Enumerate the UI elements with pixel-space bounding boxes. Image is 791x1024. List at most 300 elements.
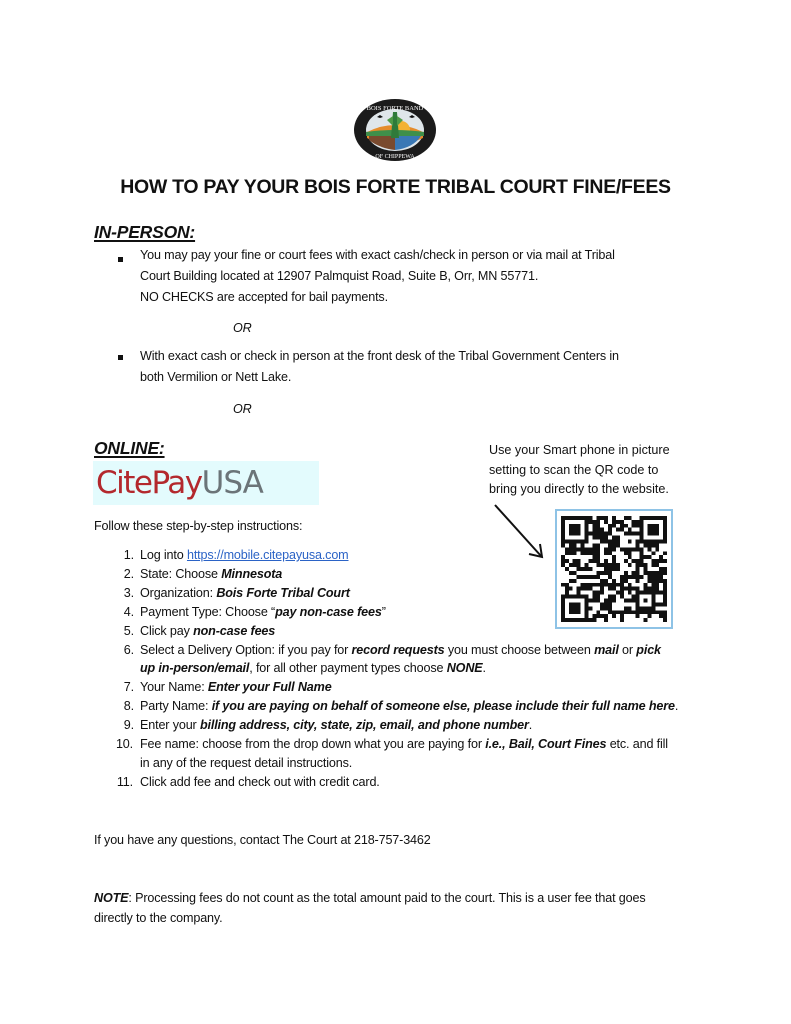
qr-module (612, 587, 616, 591)
qr-module (592, 524, 596, 528)
qr-module (628, 610, 632, 614)
note-line-2: directly to the company. (94, 911, 223, 925)
step-text-part: . (482, 661, 486, 676)
qr-module (565, 547, 569, 551)
step-9 (140, 716, 532, 735)
qr-module (620, 610, 624, 614)
qr-module (596, 547, 600, 551)
qr-module (600, 516, 604, 520)
qr-module (647, 610, 651, 614)
qr-module (616, 520, 620, 524)
step-number: 1. (123, 548, 134, 562)
qr-module (604, 583, 608, 587)
qr-module (651, 559, 655, 563)
qr-module (612, 595, 616, 599)
qr-module (632, 598, 636, 602)
qr-module (651, 583, 655, 587)
step-5 (140, 622, 275, 641)
step-10 (140, 735, 668, 754)
contact-info: If you have any questions, contact The Court at 218-757-3462 (94, 833, 431, 847)
qr-module (632, 595, 636, 599)
qr-module (612, 563, 616, 567)
qr-module (651, 571, 655, 575)
step-10-continued (140, 754, 352, 773)
step-text-part: . (528, 718, 533, 733)
qr-module (592, 598, 596, 602)
step-number: 2. (123, 566, 134, 581)
qr-module (592, 520, 596, 524)
qr-module (608, 587, 612, 591)
qr-module (663, 614, 667, 618)
qr-module (655, 571, 659, 575)
qr-module (659, 610, 663, 614)
qr-module (569, 579, 573, 583)
qr-module (573, 543, 577, 547)
qr-module (588, 587, 592, 591)
qr-module (624, 547, 628, 551)
emphasized-text: pay non-case fees (275, 604, 382, 619)
qr-module (628, 563, 632, 567)
qr-module (604, 618, 608, 622)
qr-module (596, 536, 600, 540)
qr-module (604, 614, 608, 618)
qr-module (612, 579, 616, 583)
note-line-1: NOTE: Processing fees do not count as the total amount paid to the court. This is a user fee that goes (94, 891, 646, 905)
qr-alignment-center (643, 598, 647, 602)
qr-module (659, 579, 663, 583)
qr-module (592, 559, 596, 563)
qr-module (643, 543, 647, 547)
qr-module (608, 524, 612, 528)
svg-text:BOIS FORTE BAND: BOIS FORTE BAND (366, 105, 424, 112)
step-4 (140, 603, 386, 622)
qr-module (600, 614, 604, 618)
qr-module (628, 583, 632, 587)
qr-module (588, 547, 592, 551)
qr-module (569, 543, 573, 547)
qr-module (624, 575, 628, 579)
qr-module (604, 536, 608, 540)
qr-module (663, 567, 667, 571)
square-bullet-icon (118, 257, 123, 262)
qr-module (620, 520, 624, 524)
step-number: 10. (115, 737, 133, 751)
qr-module (596, 520, 600, 524)
qr-module (624, 516, 628, 520)
qr-module (655, 563, 659, 567)
emphasized-text: i.e., Bail, Court Fines (485, 737, 607, 751)
qr-module (585, 575, 589, 579)
qr-module (596, 528, 600, 532)
qr-module (624, 559, 628, 563)
qr-module (600, 579, 604, 583)
qr-module (600, 591, 604, 595)
step-text-part: . (674, 699, 679, 714)
step-7 (140, 678, 332, 697)
qr-finder-center (569, 602, 581, 614)
qr-module (624, 587, 628, 591)
qr-module (596, 555, 600, 559)
qr-module (608, 540, 612, 544)
qr-module (632, 571, 636, 575)
qr-module (647, 587, 651, 591)
qr-module (596, 595, 600, 599)
qr-module (588, 583, 592, 587)
qr-module (647, 555, 651, 559)
step-6-continued (140, 659, 486, 678)
tribal-seal-logo (353, 98, 437, 162)
qr-module (604, 602, 608, 606)
step-text-part: or (618, 642, 637, 657)
qr-module (608, 551, 612, 555)
emphasized-text: Enter your Full Name (207, 680, 332, 695)
qr-module (640, 610, 644, 614)
step-number: 4. (123, 604, 134, 619)
qr-instructions-line-2: setting to scan the QR code to (489, 462, 659, 477)
qr-module (636, 547, 640, 551)
qr-module (628, 606, 632, 610)
qr-module (636, 575, 640, 579)
or-separator: OR (233, 321, 252, 335)
in-person-option-1-line-2: Court Building located at 12907 Palmquist Road, Suite B, Orr, MN 55771. (140, 269, 539, 283)
qr-module (600, 540, 604, 544)
qr-module (663, 595, 667, 599)
qr-module (616, 540, 620, 544)
qr-module (585, 587, 589, 591)
qr-module (604, 567, 608, 571)
step-text-part: Log into (140, 548, 187, 562)
qr-module (643, 571, 647, 575)
qr-module (612, 567, 616, 571)
qr-module (577, 567, 581, 571)
qr-module (620, 583, 624, 587)
qr-module (612, 614, 616, 618)
instructions-intro: Follow these step-by-step instructions: (94, 519, 303, 533)
qr-module (647, 571, 651, 575)
qr-module (596, 583, 600, 587)
or-separator: OR (233, 402, 252, 416)
step-3 (140, 584, 350, 603)
step-text-part: ” (381, 604, 386, 619)
qr-module (628, 598, 632, 602)
qr-module (581, 543, 585, 547)
qr-module (636, 614, 640, 618)
qr-module (577, 563, 581, 567)
qr-module (588, 567, 592, 571)
qr-module (577, 587, 581, 591)
qr-module (612, 516, 616, 520)
qr-module (624, 598, 628, 602)
qr-module (608, 595, 612, 599)
qr-finder-center (569, 524, 581, 536)
qr-module (628, 587, 632, 591)
qr-module (592, 551, 596, 555)
qr-module (636, 610, 640, 614)
qr-module (616, 543, 620, 547)
qr-module (565, 591, 569, 595)
qr-module (616, 591, 620, 595)
qr-module (612, 610, 616, 614)
emphasized-text: record requests (351, 642, 445, 657)
qr-module (577, 591, 581, 595)
qr-module (647, 614, 651, 618)
qr-module (577, 547, 581, 551)
step-number: 8. (123, 699, 134, 714)
qr-module (592, 583, 596, 587)
qr-module (600, 563, 604, 567)
qr-module (640, 563, 644, 567)
qr-module (600, 571, 604, 575)
qr-module (659, 614, 663, 618)
qr-module (565, 567, 569, 571)
qr-module (604, 540, 608, 544)
emphasized-text: NONE (446, 661, 483, 676)
qr-module (620, 614, 624, 618)
qr-module (581, 575, 585, 579)
qr-module (604, 598, 608, 602)
step-text-part: Organization: (140, 585, 217, 600)
qr-module (608, 610, 612, 614)
qr-instructions (489, 441, 670, 500)
in-person-option-2-line-2: both Vermilion or Nett Lake. (140, 370, 292, 384)
qr-module (569, 563, 573, 567)
qr-module (628, 528, 632, 532)
qr-module (596, 591, 600, 595)
qr-module (663, 583, 667, 587)
qr-module (608, 563, 612, 567)
qr-module (588, 575, 592, 579)
step-text-part: you must choose between (444, 642, 595, 657)
emphasized-text: if you are paying on behalf of someone else, please include their full name here (211, 699, 675, 714)
qr-module (663, 598, 667, 602)
qr-module (596, 559, 600, 563)
qr-module (604, 532, 608, 536)
emphasized-text: mail (594, 642, 619, 657)
qr-module (581, 587, 585, 591)
emphasized-text: up in-person/email (140, 661, 250, 676)
qr-module (581, 551, 585, 555)
qr-module (608, 532, 612, 536)
qr-module (647, 547, 651, 551)
qr-module (588, 520, 592, 524)
no-checks-bail-notice: NO CHECKS are accepted for bail payments. (140, 290, 388, 304)
qr-module (596, 563, 600, 567)
qr-module (573, 559, 577, 563)
arrow-down-right-icon (489, 502, 549, 562)
step-11 (140, 773, 380, 792)
qr-code-icon[interactable] (555, 509, 673, 629)
qr-module (604, 606, 608, 610)
qr-module (592, 555, 596, 559)
qr-module (573, 571, 577, 575)
in-person-option-2-line-1: With exact cash or check in person at the front desk of the Tribal Government Centers in (140, 349, 619, 363)
seal-icon (353, 98, 437, 162)
emphasized-text: non-case fees (193, 623, 276, 638)
qr-module (608, 571, 612, 575)
qr-module (663, 602, 667, 606)
qr-module (573, 563, 577, 567)
qr-module (573, 579, 577, 583)
qr-module (663, 571, 667, 575)
qr-module (647, 575, 651, 579)
qr-module (616, 563, 620, 567)
usa-logo-text: USA (201, 465, 263, 501)
qr-module (659, 602, 663, 606)
qr-module (624, 524, 628, 528)
qr-module (604, 571, 608, 575)
qr-module (632, 587, 636, 591)
qr-module (636, 524, 640, 528)
qr-module (659, 567, 663, 571)
qr-module (592, 528, 596, 532)
qr-module (592, 614, 596, 618)
qr-module (655, 575, 659, 579)
qr-module (620, 524, 624, 528)
qr-module (636, 579, 640, 583)
step-text-part: Enter your (140, 718, 200, 733)
qr-module (581, 583, 585, 587)
qr-module (628, 516, 632, 520)
qr-module (643, 567, 647, 571)
qr-module (628, 532, 632, 536)
qr-module (620, 595, 624, 599)
qr-module (643, 618, 647, 622)
qr-module (663, 610, 667, 614)
qr-module (604, 520, 608, 524)
step-text-part: Payment Type: Choose “ (140, 604, 276, 619)
qr-module (596, 532, 600, 536)
qr-module (581, 547, 585, 551)
qr-module (612, 555, 616, 559)
qr-module (608, 598, 612, 602)
qr-module (612, 520, 616, 524)
qr-module (624, 532, 628, 536)
qr-module (608, 606, 612, 610)
qr-instructions-line-1: Use your Smart phone in picture (489, 443, 670, 457)
qr-module (651, 587, 655, 591)
qr-module (608, 583, 612, 587)
step-number: 7. (123, 680, 134, 695)
qr-module (592, 547, 596, 551)
qr-module (636, 563, 640, 567)
qr-module (565, 583, 569, 587)
qr-module (608, 575, 612, 579)
qr-module (663, 579, 667, 583)
qr-module (636, 540, 640, 544)
qr-module (655, 547, 659, 551)
qr-module (655, 610, 659, 614)
qr-module (636, 520, 640, 524)
qr-module (592, 575, 596, 579)
qr-module (612, 543, 616, 547)
qr-module (628, 551, 632, 555)
in-person-heading: IN-PERSON: (94, 222, 196, 242)
qr-module (640, 555, 644, 559)
qr-module (647, 543, 651, 547)
step-2 (140, 565, 282, 584)
qr-module (620, 528, 624, 532)
qr-module (600, 536, 604, 540)
page-title: HOW TO PAY YOUR BOIS FORTE TRIBAL COURT FINE/FEES (120, 176, 671, 198)
qr-module (561, 583, 565, 587)
in-person-option-1-line-1: You may pay your fine or court fees with exact cash/check in person or via mail at Tribal (140, 248, 615, 262)
qr-module (636, 587, 640, 591)
qr-module (612, 583, 616, 587)
qr-module (612, 540, 616, 544)
qr-module (620, 591, 624, 595)
qr-module (604, 559, 608, 563)
qr-module (620, 579, 624, 583)
qr-module (663, 587, 667, 591)
qr-module (651, 610, 655, 614)
online-heading: ONLINE: (94, 438, 165, 458)
qr-module (624, 606, 628, 610)
citepay-website-link[interactable]: https://mobile.citepayusa.com (186, 548, 349, 562)
qr-module (596, 575, 600, 579)
qr-module (632, 532, 636, 536)
qr-module (600, 528, 604, 532)
qr-module (616, 583, 620, 587)
qr-module (640, 547, 644, 551)
emphasized-text: Bois Forte Tribal Court (216, 585, 350, 600)
qr-module (620, 618, 624, 622)
qr-module (636, 567, 640, 571)
qr-module (581, 567, 585, 571)
qr-module (592, 591, 596, 595)
qr-module (585, 583, 589, 587)
step-text-part: Select a Delivery Option: if you pay for (140, 642, 352, 657)
qr-module (636, 571, 640, 575)
qr-module (651, 575, 655, 579)
qr-module (596, 551, 600, 555)
qr-module (632, 610, 636, 614)
emphasized-text: Minnesota (221, 566, 283, 581)
qr-module (632, 559, 636, 563)
step-text-part: Fee name: choose from the drop down what you are paying for (140, 737, 486, 751)
qr-module (600, 587, 604, 591)
svg-text:OF CHIPPEWA: OF CHIPPEWA (375, 154, 415, 160)
qr-module (596, 614, 600, 618)
qr-module (620, 575, 624, 579)
qr-module (643, 563, 647, 567)
qr-module (592, 532, 596, 536)
step-number: 6. (123, 642, 134, 657)
qr-module (569, 547, 573, 551)
qr-module (577, 575, 581, 579)
qr-module (565, 587, 569, 591)
qr-module (569, 571, 573, 575)
qr-module (620, 547, 624, 551)
qr-module (612, 536, 616, 540)
step-6 (140, 641, 661, 660)
qr-module (588, 551, 592, 555)
qr-module (612, 598, 616, 602)
qr-module (640, 551, 644, 555)
qr-module (596, 516, 600, 520)
qr-module (624, 610, 628, 614)
qr-module (561, 559, 565, 563)
citepayusa-logo (93, 461, 319, 505)
qr-module (643, 555, 647, 559)
emphasized-text: pick (636, 642, 661, 657)
qr-module (592, 543, 596, 547)
qr-module (604, 579, 608, 583)
qr-finder-center (647, 524, 659, 536)
qr-module (628, 540, 632, 544)
qr-module (628, 547, 632, 551)
qr-module (663, 591, 667, 595)
step-number: 11. (116, 774, 133, 789)
